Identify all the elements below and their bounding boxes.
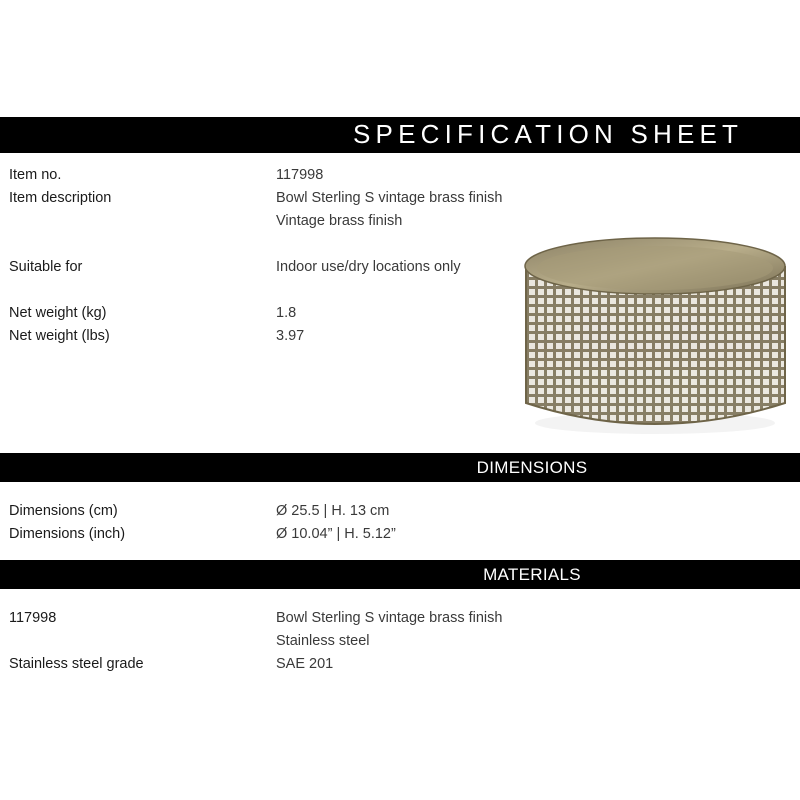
dimensions-title: DIMENSIONS [476,458,588,477]
product-image [518,233,793,438]
suitable-for-value: Indoor use/dry locations only [276,259,461,275]
item-description-finish: Vintage brass finish [276,213,403,229]
materials-steel-value: Stainless steel [276,633,370,649]
materials-item-label: 117998 [9,610,57,626]
dimensions-bar [0,453,800,482]
materials-item-value: Bowl Sterling S vintage brass finish [276,610,503,626]
dimensions-cm-label: Dimensions (cm) [9,503,118,519]
dimensions-inch-label: Dimensions (inch) [9,526,126,542]
steel-grade-label: Stainless steel grade [9,656,144,672]
dimensions-inch-value: Ø 10.04” | H. 5.12” [276,526,396,542]
title-bar [0,117,800,153]
item-no-label: Item no. [9,167,62,183]
materials-title: MATERIALS [483,565,581,584]
net-weight-lbs-value: 3.97 [276,328,305,344]
materials-bar [0,560,800,589]
net-weight-lbs-label: Net weight (lbs) [9,328,110,344]
page-title: SPECIFICATION SHEET [353,119,744,149]
dimensions-cm-value: Ø 25.5 | H. 13 cm [276,503,390,519]
net-weight-kg-label: Net weight (kg) [9,305,107,321]
item-description-value: Bowl Sterling S vintage brass finish [276,190,503,206]
steel-grade-value: SAE 201 [276,656,334,672]
suitable-for-label: Suitable for [9,259,83,275]
item-no-value: 117998 [276,167,324,183]
item-description-label: Item description [9,190,112,206]
net-weight-kg-value: 1.8 [276,305,297,321]
